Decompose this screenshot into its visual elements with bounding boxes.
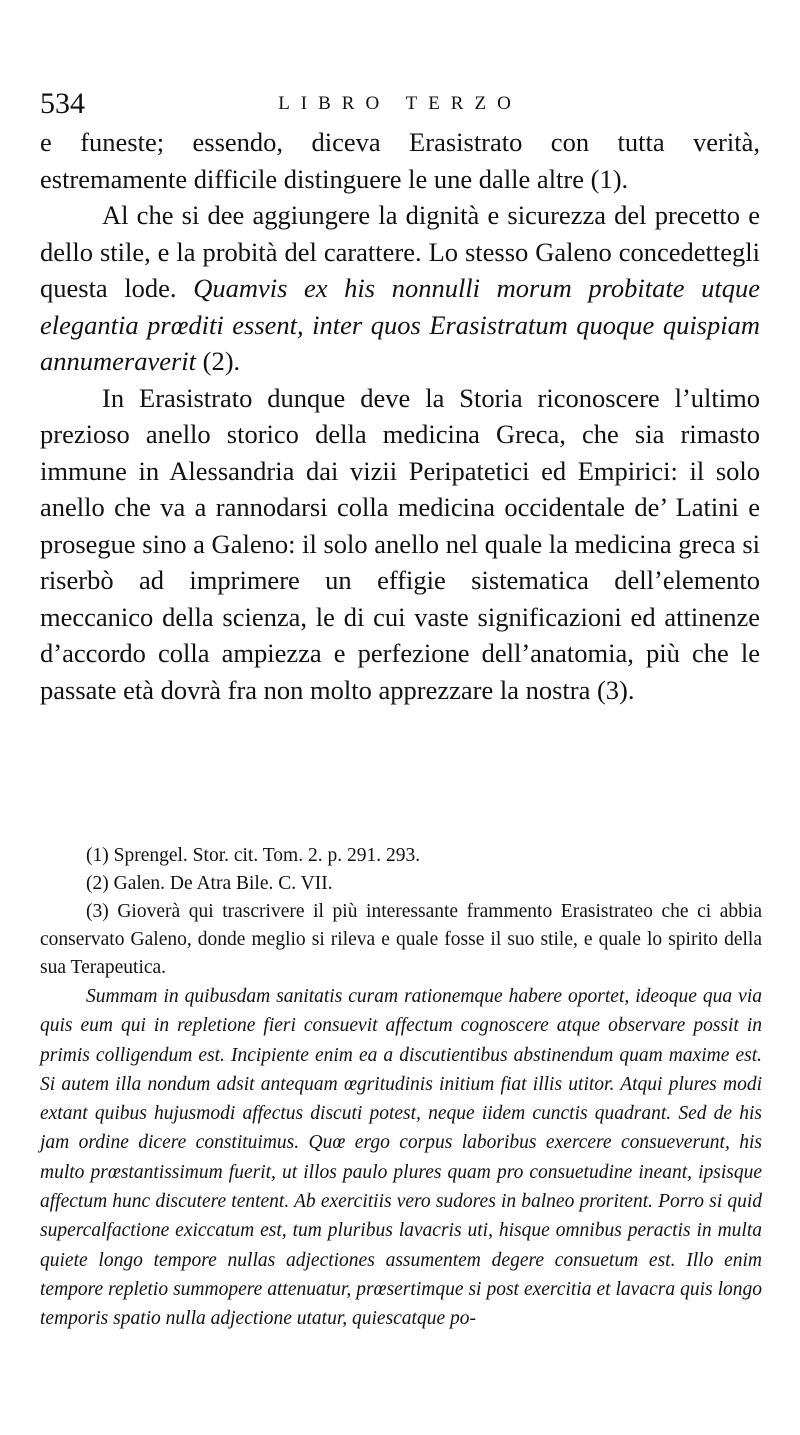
galen-quote: Quamvis ex his nonnulli morum probitate utque elegantia prœditi essent, inter quos Erasistratum quoque quispiam annumeraverit <box>40 273 761 376</box>
erasistratus-fragment: Summam in quibusdam sanitatis curam rationemque habere oportet, ideoque qua via quis eum qui in repletione fieri consuevit affectum cognoscere atque observare possit in primis colligendum est. Incipiente enim ea a discutientibus abstinendum quam maxime est. Si autem illa nondum adsit antequam œgritudinis initium fiat illis utitor. Atqui plures modi extant quibus hujusmodi affectus discuti potest, neque iidem cunctis quadrant. Sed de his jam ordine dicere constituimus. Quœ ergo corpus laboribus exercere consueverunt, his multo prœstantissimum fuerit, ut illos paulo plures quam pro consuetudine ineant, ipsisque affectum hunc discutere tentent. Ab exercitiis vero sudores in balneo proritent. Porro si quid supercalfactione exiccatum est, tum pluribus lavacris uti, hisque omnibus peractis in multa quiete longo tempore nullas adjectiones assumentem degere consuetum est. Illo enim tempore repletio summopere attenuatur, prœsertimque si post exercitia et lavacra quis longo temporis spatio nulla adjectione utatur, quiescatque po- <box>40 986 762 1330</box>
paragraph-3: In Erasistrato dunque deve la Storia riconoscere l’ultimo prezioso anello storico della medicina Greca, che sia rimasto immune in Alessandria dai vizii Peripatetici ed Empirici: il solo anello che va a rannodarsi colla medicina occidentale de’ Latini e prosegue sino a Galeno: il solo anello nel quale la medicina greca si riserbò ad imprimere un effigie sistematica dell’elemento meccanico della scienza, le di cui vaste significazioni ed attinenze d’accordo colla ampiezza e perfezione dell’anatomia, più che le passate età dovrà fra non molto apprezzare la nostra (3). <box>40 382 760 705</box>
paragraph-1: e funeste; essendo, diceva Erasistrato con tutta verità, estremamente difficile distinguere le une dalle altre (1). <box>40 127 760 194</box>
footnote-2: (2) Galen. De Atra Bile. C. VII. <box>86 873 333 894</box>
footnotes <box>40 842 762 982</box>
footnote-3 <box>40 898 762 982</box>
main-text <box>40 124 760 708</box>
footnote-3-text: (3) Gioverà qui trascrivere il più interessante frammento Erasistrateo che ci abbia conservato Galeno, donde meglio si rileva e quale fosse il suo stile, e quale lo spirito della sua Terapeutica. <box>40 901 762 978</box>
paragraph-2-text: Al che si dee aggiungere la dignità e sicurezza del precetto e dello stile, e la probità del carattere. Lo stesso Galeno concedettegli questa lode. <box>40 200 760 303</box>
page-number: 534 <box>40 87 85 120</box>
footnote-1: (1) Sprengel. Stor. cit. Tom. 2. p. 291. 293. <box>86 845 421 866</box>
running-head: LIBRO TERZO <box>278 93 522 114</box>
paragraph-2 <box>40 197 760 380</box>
footnote-ref-2: (2). <box>202 346 241 376</box>
page-header <box>40 84 760 124</box>
